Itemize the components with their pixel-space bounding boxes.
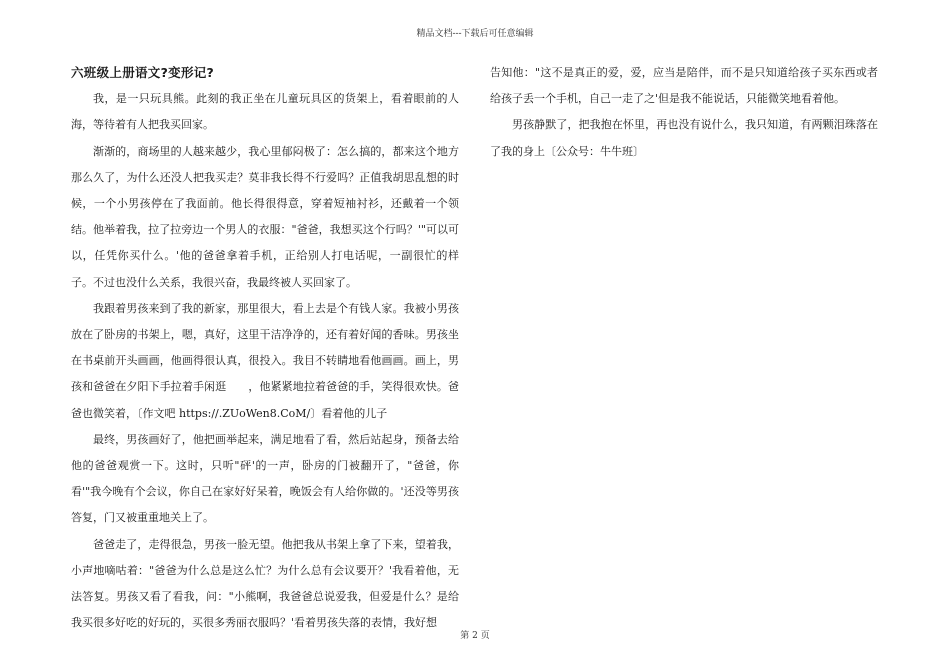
body-paragraph: 我跟着男孩来到了我的新家，那里很大，看上去是个有钱人家。我被小男孩放在了卧房的书架上，嗯，真好，这里干洁净净的，还有着好闻的香味。男孩坐在书桌前开头画画，他画得很认真，很投入。我目不转睛地看他画画。画上，男孩和爸爸在夕阳下手拉着手闲逛 ，他紧紧地拉着爸爸的手，笑得很欢快。爸爸也微笑着，〔作文吧 https://.ZUoWen8.CoM/〕看着他的儿子 bbox=[71, 301, 459, 420]
body-paragraph: 爸爸走了，走得很急，男孩一脸无望。他把我从书架上拿了下来，望着我，小声地嘀咕着："爸爸为什么总是这么忙？为什么总有会议要开？'我看着他，无法答复。男孩又看了看我，问："小熊啊，我爸爸总说爱我，但爱是什么？是给我买很多好吃的好玩的，买很多秀丽衣服吗？'看着男孩失落的表情，我好想 bbox=[71, 537, 459, 630]
body-paragraph: 我，是一只玩具熊。此刻的我正坐在儿童玩具区的货架上，看着眼前的人海，等待着有人把我买回家。 bbox=[71, 92, 459, 132]
article-title: 六班级上册语文?变形记? bbox=[71, 65, 215, 80]
page-number: 第 2 页 bbox=[460, 631, 490, 641]
right-column bbox=[490, 60, 878, 165]
body-paragraph-continued: 告知他："这不是真正的爱，爱，应当是陪伴，而不是只知道给孩子买东西或者给孩子丢一个手机，自己一走了之'但是我不能说话，只能微笑地看着他。 bbox=[490, 66, 878, 106]
body-paragraph: 渐渐的，商场里的人越来越少，我心里郁闷极了：怎么搞的，都来这个地方那么久了，为什么还没人把我买走？莫非我长得不行爱吗？正值我胡思乱想的时候，一个小男孩停在了我面前。他长得很得意，穿着短袖衬衫，还戴着一个领结。他举着我，拉了拉旁边一个男人的衣服："爸爸，我想买这个行吗？'"可以可以，任凭你买什么。'他的爸爸拿着手机，正给别人打电话呢，一副很忙的样子。不过也没什么关系，我很兴奋，我最终被人买回家了。 bbox=[71, 144, 459, 289]
body-paragraph: 男孩静默了，把我抱在怀里，再也没有说什么，我只知道，有两颗泪珠落在了我的身上〔公众号：牛牛班〕 bbox=[490, 118, 878, 158]
body-paragraph: 最终，男孩画好了，他把画举起来，满足地看了看，然后站起身，预备去给他的爸爸观赏一下。这时，只听"砰'的一声，卧房的门被翻开了，"爸爸，你看'"我今晚有个会议，你自己在家好好呆着，晚饭会有人给你做的。'还没等男孩答复，门又被重重地关上了。 bbox=[71, 432, 459, 525]
page-header: 精品文档---下载后可任意编辑 bbox=[416, 29, 534, 39]
left-column bbox=[71, 60, 459, 636]
